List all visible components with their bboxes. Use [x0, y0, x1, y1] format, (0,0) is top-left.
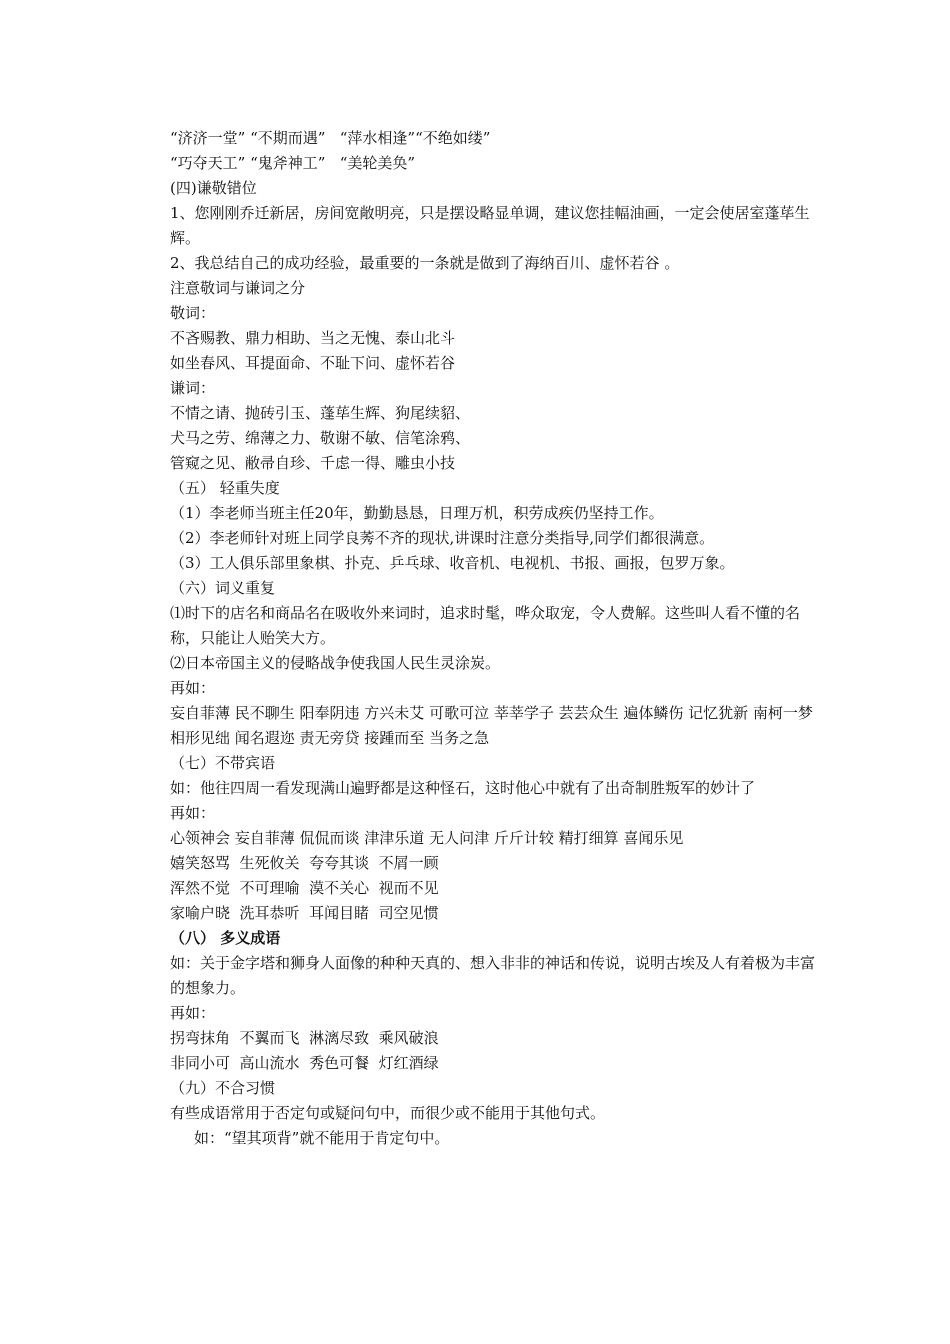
section-heading: （六）词义重复 [170, 579, 276, 597]
example-sentence: 如：关于金字塔和狮身人面像的种种天真的、想入非非的神话和传说，说明古埃及人有着极为丰富的想象力。 [170, 954, 816, 997]
idiom-list-line: 浑然不觉 不可理喻 漠不关心 视而不见 [170, 879, 439, 897]
sub-heading: 再如： [170, 679, 216, 697]
example-sentence: （2）李老师针对班上同学良莠不齐的现状,讲课时注意分类指导,同学们都很满意。 [170, 529, 715, 547]
section-heading: （八） 多义成语 [170, 929, 281, 947]
idiom-list-line: 非同小可 高山流水 秀色可餐 灯红酒绿 [170, 1054, 439, 1072]
example-sentence: 1、您刚刚乔迁新居，房间宽敞明亮，只是摆设略显单调，建议您挂幅油画，一定会使居室蓬荜生辉。 [170, 204, 810, 247]
idiom-list-line: 不情之请、抛砖引玉、蓬荜生辉、狗尾续貂、 [170, 404, 471, 422]
document-page [170, 126, 820, 1151]
idiom-list-line: 嬉笑怒骂 生死攸关 夸夸其谈 不屑一顾 [170, 854, 439, 872]
example-sentence: 如：他往四周一看发现满山遍野都是这种怪石，这时他心中就有了出奇制胜叛军的妙计了 [170, 779, 756, 797]
idiom-list-line: 拐弯抹角 不翼而飞 淋漓尽致 乘风破浪 [170, 1029, 439, 1047]
sub-heading: 敬词： [170, 304, 216, 322]
example-sentence: ⑴时下的店名和商品名在吸收外来词时，追求时髦，哗众取宠，令人费解。这些叫人看不懂的名称，只能让人贻笑大方。 [170, 604, 801, 647]
example-sentence: （1）李老师当班主任20年，勤勤恳恳，日理万机，积劳成疾仍坚持工作。 [170, 504, 664, 522]
sub-heading: 再如： [170, 1004, 216, 1022]
example-sentence: （3）工人俱乐部里象棋、扑克、乒乓球、收音机、电视机、书报、画报，包罗万象。 [170, 554, 735, 572]
section-heading: (四)谦敬错位 [170, 179, 257, 197]
example-sentence: ⑵日本帝国主义的侵略战争使我国人民生灵涂炭。 [170, 654, 501, 672]
note-text: 注意敬词与谦词之分 [170, 279, 306, 297]
idiom-list-line: 犬马之劳、绵薄之力、敬谢不敏、信笔涂鸦、 [170, 429, 471, 447]
idiom-list-line: 不吝赐教、鼎力相助、当之无愧、泰山北斗 [170, 329, 456, 347]
sub-heading: 谦词： [170, 379, 216, 397]
idiom-list-line: “巧夺天工” “鬼斧神工” “美轮美奂” [170, 154, 416, 172]
note-text: 有些成语常用于否定句或疑问句中，而很少或不能用于其他句式。 [170, 1104, 606, 1122]
idiom-list-line: 妄自菲薄 民不聊生 阳奉阴违 方兴未艾 可歌可泣 莘莘学子 芸芸众生 遍体鳞伤 记忆犹新 南柯一梦 相形见绌 闻名遐迩 责无旁贷 接踵而至 当务之急 [170, 704, 813, 747]
idiom-list-line: 心领神会 妄自菲薄 侃侃而谈 津津乐道 无人问津 斤斤计较 精打细算 喜闻乐见 [170, 829, 684, 847]
sub-heading: 再如： [170, 804, 216, 822]
idiom-list-line: “济济一堂” “不期而遇” “萍水相逢”“不绝如缕” [170, 129, 491, 147]
example-sentence: 如：“望其项背”就不能用于肯定句中。 [194, 1129, 450, 1147]
section-heading: （九）不合习惯 [170, 1079, 276, 1097]
idiom-list-line: 如坐春风、耳提面命、不耻下问、虚怀若谷 [170, 354, 456, 372]
section-heading: （七）不带宾语 [170, 754, 276, 772]
section-heading: （五） 轻重失度 [170, 479, 280, 497]
idiom-list-line: 家喻户晓 洗耳恭听 耳闻目睹 司空见惯 [170, 904, 439, 922]
idiom-list-line: 管窥之见、敝帚自珍、千虑一得、雕虫小技 [170, 454, 456, 472]
example-sentence: 2、我总结自己的成功经验，最重要的一条就是做到了海纳百川、虚怀若谷 。 [170, 254, 680, 272]
